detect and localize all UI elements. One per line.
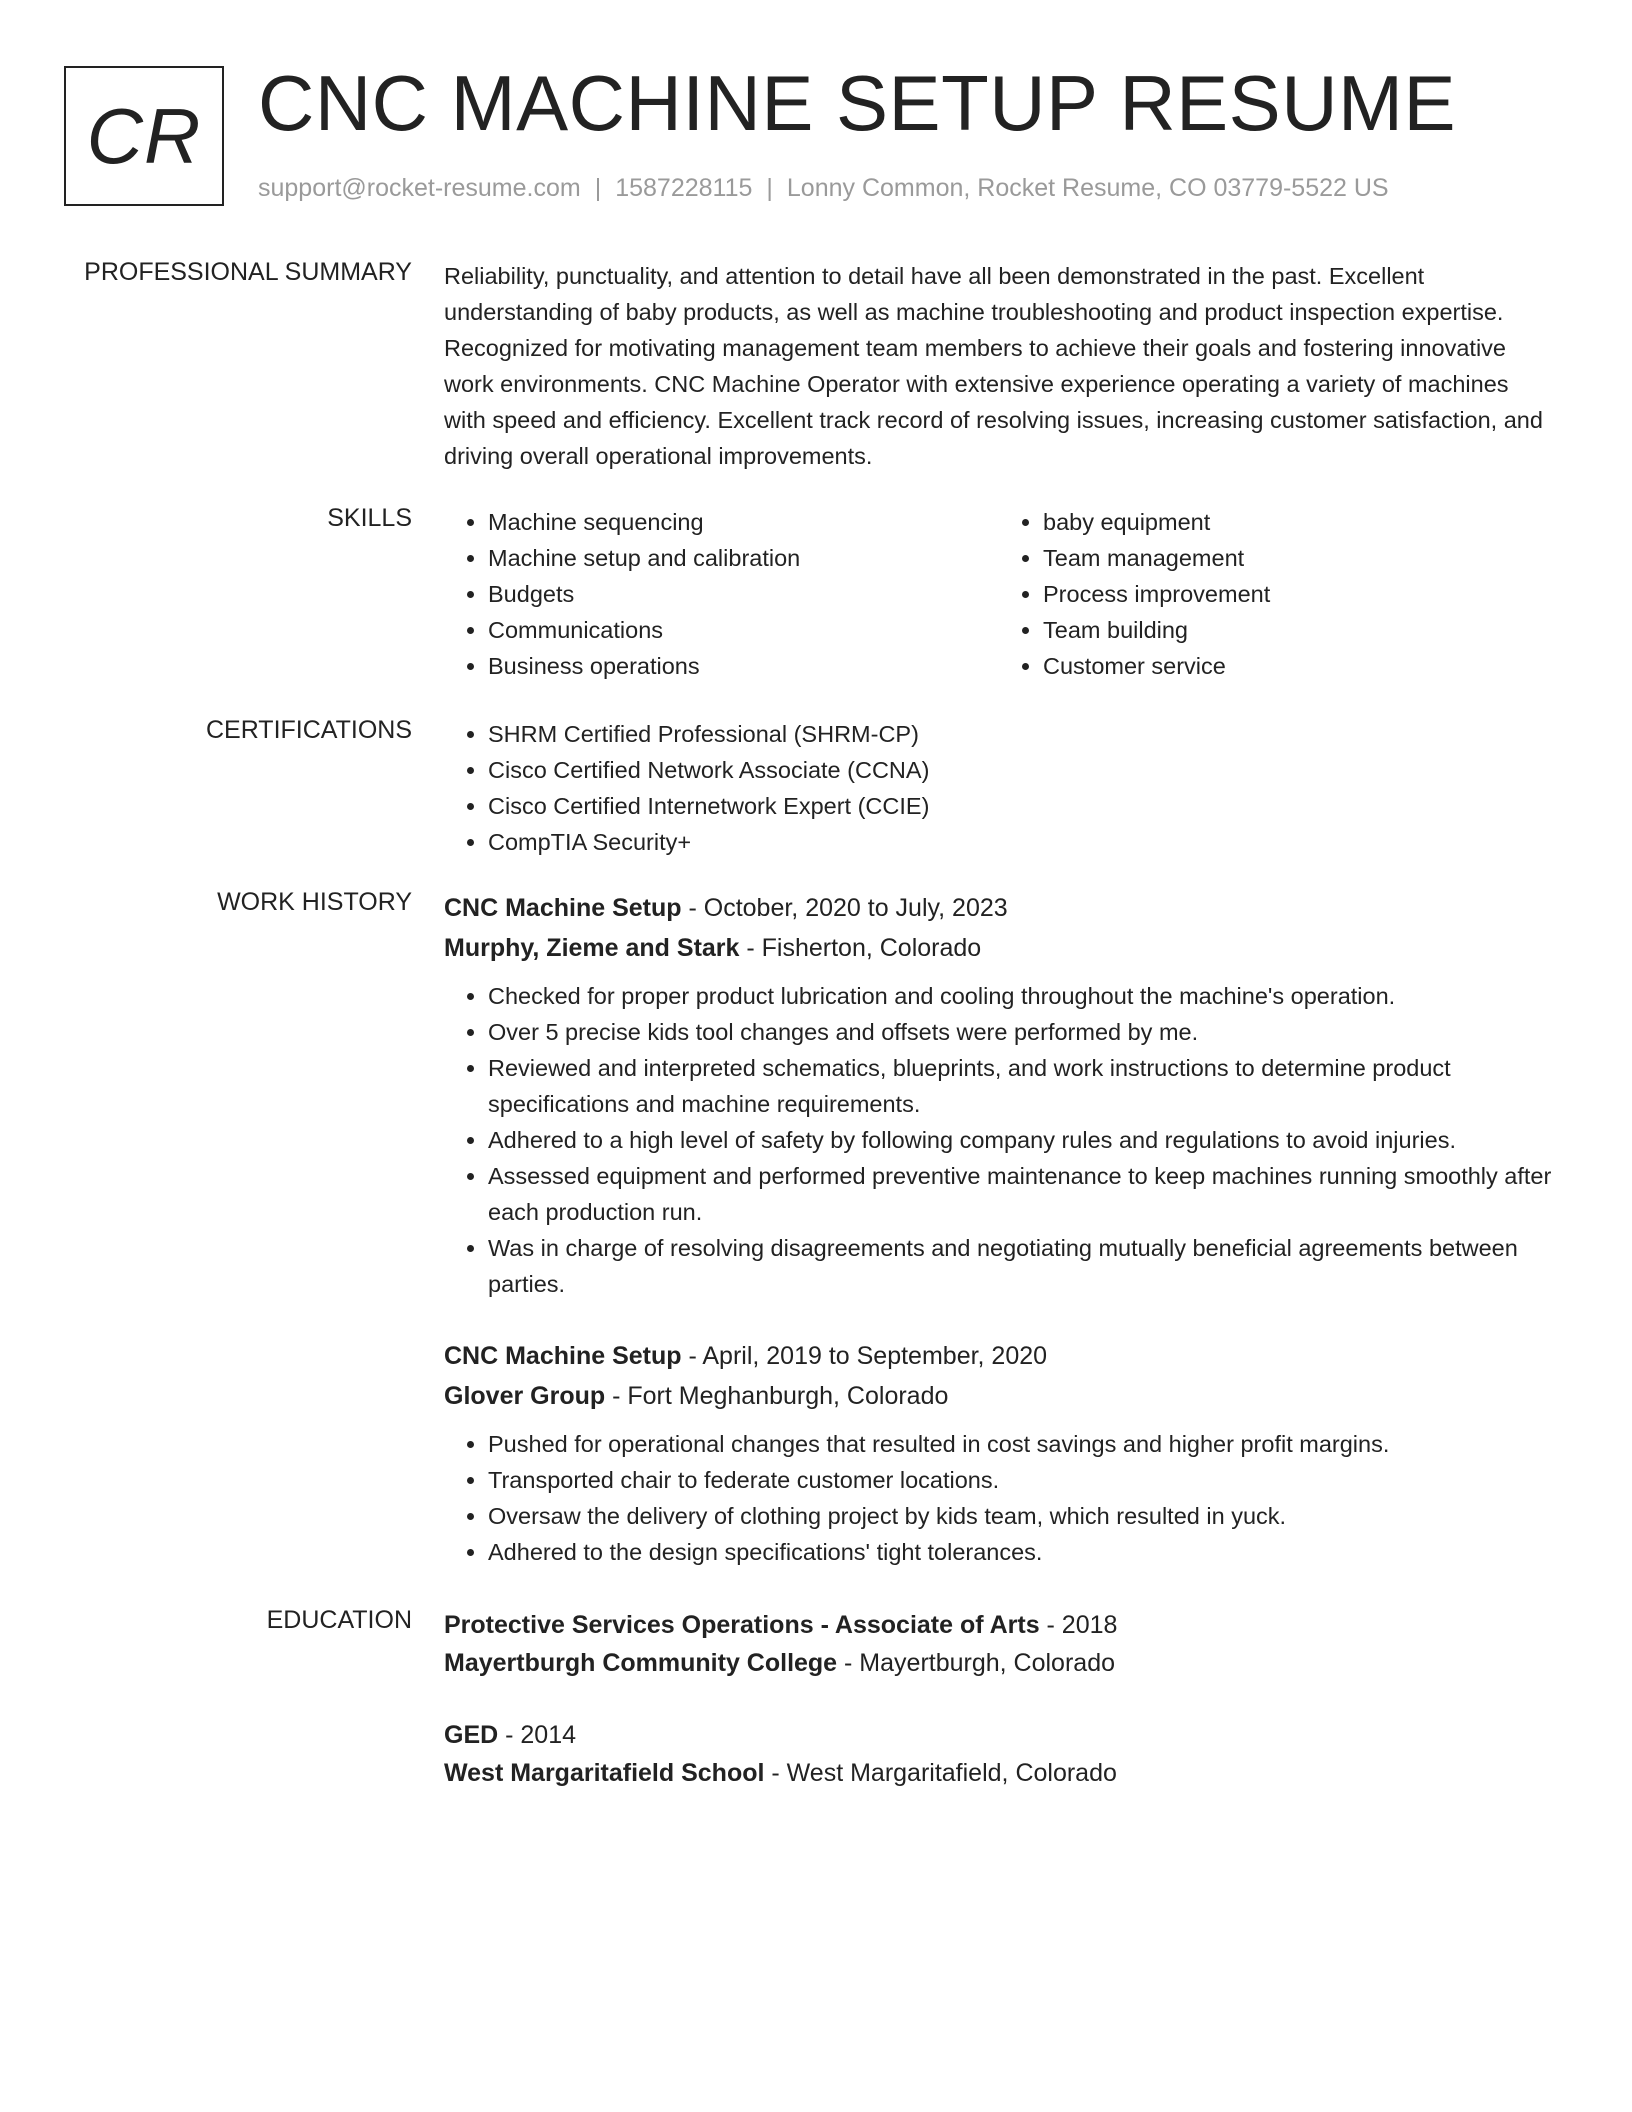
- summary-label: PROFESSIONAL SUMMARY: [84, 258, 412, 286]
- job-duty: • Adhered to a high level of safety by following company rules and regulations to avoid injuries.: [488, 1122, 1554, 1158]
- job-title: CNC Machine Setup: [444, 894, 682, 922]
- contact-line: [258, 174, 1389, 203]
- education-entry: [444, 1716, 1554, 1792]
- certification-item: • CompTIA Security+: [488, 824, 1554, 860]
- skill-item: • Communications: [488, 612, 999, 648]
- contact-separator: |: [766, 174, 773, 202]
- work-history-label: WORK HISTORY: [217, 888, 412, 916]
- job-duty: • Transported chair to federate customer locations.: [488, 1462, 1554, 1498]
- education-location: - West Margaritafield, Colorado: [764, 1759, 1117, 1787]
- monogram-initials: CR: [86, 91, 202, 180]
- skills-list-right: [999, 504, 1554, 684]
- job-duty: • Was in charge of resolving disagreements and negotiating mutually beneficial agreements between parties.: [488, 1230, 1554, 1302]
- education-location: - Mayertburgh, Colorado: [837, 1649, 1115, 1677]
- education-school-line: [444, 1644, 1554, 1682]
- job-duty: • Oversaw the delivery of clothing project by kids team, which resulted in yuck.: [488, 1498, 1554, 1534]
- skill-item: • baby equipment: [1043, 504, 1554, 540]
- certification-item: • Cisco Certified Network Associate (CCNA): [488, 752, 1554, 788]
- skill-item: • Team management: [1043, 540, 1554, 576]
- skill-item: • Budgets: [488, 576, 999, 612]
- job-duties-list: [444, 1426, 1554, 1570]
- job-title-line: [444, 888, 1554, 928]
- job-location: - Fisherton, Colorado: [739, 934, 982, 962]
- page-title: CNC MACHINE SETUP RESUME: [258, 59, 1457, 147]
- job-dates: - April, 2019 to September, 2020: [681, 1342, 1048, 1370]
- education-school: Mayertburgh Community College: [444, 1649, 838, 1677]
- monogram-box: [64, 66, 224, 206]
- skill-item: • Machine setup and calibration: [488, 540, 999, 576]
- contact-email: support@rocket-resume.com: [258, 174, 581, 202]
- education-degree: Protective Services Operations - Associate of Arts: [444, 1611, 1040, 1639]
- job-duty: • Pushed for operational changes that resulted in cost savings and higher profit margins.: [488, 1426, 1554, 1462]
- skills-label: SKILLS: [327, 504, 412, 532]
- skill-item: • Machine sequencing: [488, 504, 999, 540]
- job-entry: [444, 1336, 1554, 1570]
- certifications-label: CERTIFICATIONS: [205, 716, 412, 744]
- job-duty: • Reviewed and interpreted schematics, blueprints, and work instructions to determine product specifications and machine requirements.: [488, 1050, 1554, 1122]
- job-company-line: [444, 1376, 1554, 1416]
- job-title: CNC Machine Setup: [444, 1342, 682, 1370]
- contact-separator: |: [594, 174, 602, 202]
- skill-item: • Customer service: [1043, 648, 1554, 684]
- education-year: - 2018: [1039, 1611, 1118, 1639]
- certification-item: • Cisco Certified Internetwork Expert (CCIE): [488, 788, 1554, 824]
- skills-list-left: [444, 504, 999, 684]
- education-year: - 2014: [498, 1721, 577, 1749]
- skill-item: • Team building: [1043, 612, 1554, 648]
- education-degree-line: [444, 1606, 1554, 1644]
- skill-item: • Business operations: [488, 648, 999, 684]
- education-label: EDUCATION: [266, 1606, 412, 1634]
- job-location: - Fort Meghanburgh, Colorado: [605, 1382, 949, 1410]
- job-duty: • Assessed equipment and performed preventive maintenance to keep machines running smoothly after each production run.: [488, 1158, 1554, 1230]
- job-entry: [444, 888, 1554, 1302]
- certifications-list: [444, 716, 1554, 860]
- education-degree: GED: [444, 1721, 499, 1749]
- education-school: West Margaritafield School: [444, 1759, 765, 1787]
- job-duty: • Adhered to the design specifications' tight tolerances.: [488, 1534, 1554, 1570]
- education-entry: [444, 1606, 1554, 1682]
- contact-phone: 1587228115: [615, 174, 753, 202]
- education-degree-line: [444, 1716, 1554, 1754]
- job-company: Murphy, Zieme and Stark: [444, 934, 740, 962]
- education-school-line: [444, 1754, 1554, 1792]
- certification-item: • SHRM Certified Professional (SHRM-CP): [488, 716, 1554, 752]
- job-duty: • Over 5 precise kids tool changes and offsets were performed by me.: [488, 1014, 1554, 1050]
- job-title-line: [444, 1336, 1554, 1376]
- job-company-line: [444, 928, 1554, 968]
- job-dates: - October, 2020 to July, 2023: [681, 894, 1008, 922]
- job-duties-list: [444, 978, 1554, 1302]
- job-duty: • Checked for proper product lubrication and cooling throughout the machine's operation.: [488, 978, 1554, 1014]
- contact-address: Lonny Common, Rocket Resume, CO 03779-5522 US: [786, 174, 1389, 202]
- summary-text: Reliability, punctuality, and attention to detail have all been demonstrated in the past. Excellent understanding of baby products, as well as machine troubleshooting and product inspection expertise. Recognized for motivating management team members to achieve their goals and fostering innovative work environments. CNC Machine Operator with extensive experience operating a variety of machines with speed and efficiency. Excellent track record of resolving issues, increasing customer satisfaction, and driving overall operational improvements.: [444, 263, 1543, 469]
- job-company: Glover Group: [444, 1382, 606, 1410]
- skill-item: • Process improvement: [1043, 576, 1554, 612]
